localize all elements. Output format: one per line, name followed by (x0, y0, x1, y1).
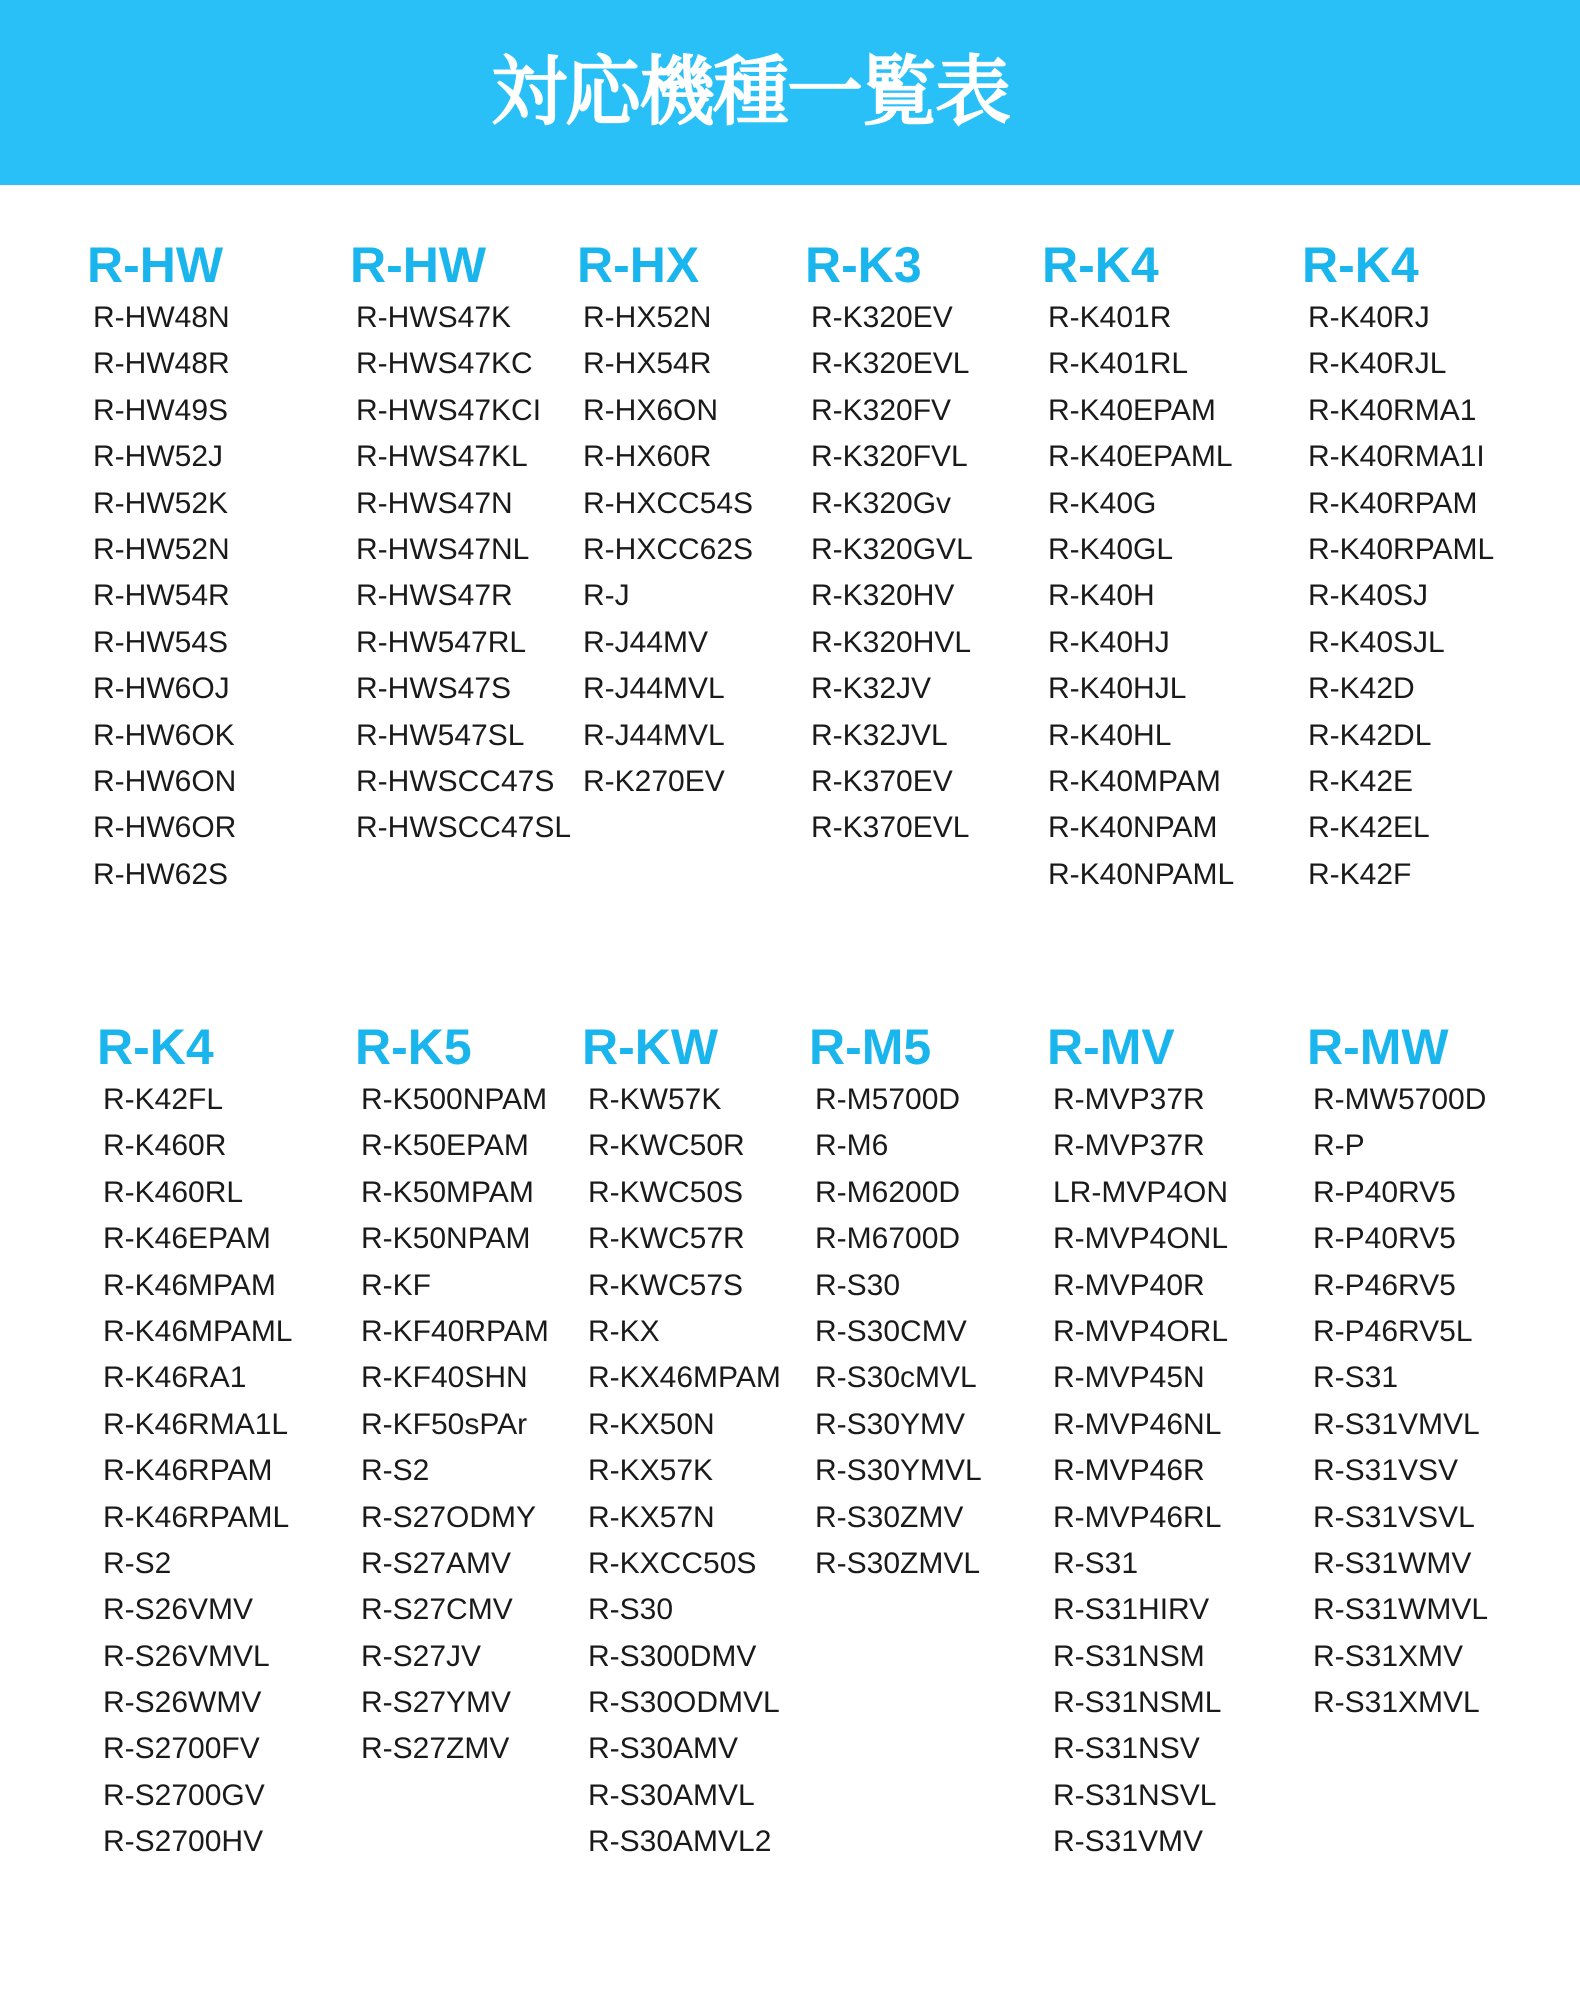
model-item: R-KXCC50S (588, 1546, 757, 1580)
model-item: R-P40RV5 (1313, 1222, 1456, 1256)
model-item: R-K401R (1048, 301, 1172, 334)
series-heading: R-KW (582, 1019, 719, 1075)
model-item: R-S300DMV (588, 1639, 757, 1673)
model-item: R-K320EVL (811, 347, 970, 381)
model-item: R-MVP46R (1053, 1454, 1205, 1488)
model-item: R-HWS47N (356, 486, 513, 520)
model-item: R-MVP40R (1053, 1268, 1205, 1302)
model-item: R-HWSCC47S (356, 764, 555, 798)
model-item: R-S30AMVL2 (588, 1825, 772, 1859)
model-item: R-M6 (815, 1129, 889, 1163)
model-item: R-M6200D (815, 1175, 961, 1209)
model-item: R-S2 (361, 1454, 430, 1488)
model-column (1307, 1017, 1488, 1726)
model-item: R-HW547SL (356, 718, 525, 752)
model-item: R-K40RJL (1308, 347, 1447, 381)
model-item: R-S31NSV (1053, 1732, 1200, 1766)
model-item: R-K46RA1 (103, 1361, 247, 1395)
model-item: R-HWS47KCI (356, 393, 542, 427)
model-item: R-K42D (1308, 672, 1415, 706)
model-item: R-M6700D (815, 1222, 961, 1256)
model-item: R-S2700GV (103, 1778, 265, 1812)
model-item: R-S30 (815, 1268, 901, 1302)
model-list-items (577, 295, 753, 805)
model-item: R-MVP46NL (1053, 1407, 1222, 1441)
model-item: R-S26VMVL (103, 1639, 270, 1673)
model-item: R-HW547RL (356, 625, 527, 659)
model-item: R-HWS47KL (356, 440, 528, 474)
model-item: R-HW52K (93, 486, 229, 520)
model-column (1042, 235, 1234, 898)
model-item: R-S30YMVL (815, 1454, 982, 1488)
model-item: R-K460RL (103, 1175, 244, 1209)
model-item: R-S30YMV (815, 1407, 966, 1441)
model-item: R-S31 (1313, 1361, 1399, 1395)
model-item: R-KX57N (588, 1500, 715, 1534)
model-item: R-MVP37R (1053, 1129, 1205, 1163)
model-item: R-K270EV (583, 764, 725, 798)
model-column (97, 1017, 293, 1866)
series-heading: R-HW (350, 237, 487, 293)
model-column (805, 235, 973, 852)
model-list-items (809, 1077, 982, 1587)
model-item: R-KF (361, 1268, 431, 1302)
model-item: R-KX46MPAM (588, 1361, 781, 1395)
model-item: R-M5700D (815, 1083, 961, 1116)
model-item: R-S30 (588, 1593, 674, 1627)
model-item: R-KF40SHN (361, 1361, 528, 1395)
model-column (1047, 1017, 1228, 1866)
model-item: R-HWS47NL (356, 532, 530, 566)
model-item: R-S31XMV (1313, 1639, 1464, 1673)
model-item: R-HW6ON (93, 764, 237, 798)
model-item: R-KWC57S (588, 1268, 744, 1302)
model-item: R-K50EPAM (361, 1129, 529, 1163)
model-item: R-K40RJ (1308, 301, 1430, 334)
series-heading: R-K4 (1302, 237, 1419, 293)
model-item: LR-MVP4ON (1053, 1175, 1229, 1209)
model-item: R-S31WMVL (1313, 1593, 1489, 1627)
series-heading: R-MV (1047, 1019, 1175, 1075)
model-item: R-KF40RPAM (361, 1314, 549, 1348)
model-item: R-K500NPAM (361, 1083, 548, 1116)
model-column (87, 235, 236, 898)
model-item: R-J44MVL (583, 672, 725, 706)
model-item: R-HW6OR (93, 811, 237, 845)
model-item: R-HX52N (583, 301, 712, 334)
model-item: R-HWS47S (356, 672, 512, 706)
model-item: R-K40HL (1048, 718, 1172, 752)
model-item: R-S2 (103, 1546, 172, 1580)
model-item: R-S30AMVL (588, 1778, 755, 1812)
model-item: R-HWS47KC (356, 347, 533, 381)
model-item: R-P40RV5 (1313, 1175, 1456, 1209)
model-item: R-S31VSV (1313, 1454, 1459, 1488)
model-item: R-S30ZMV (815, 1500, 964, 1534)
model-list-items (350, 295, 571, 852)
model-item: R-S26VMV (103, 1593, 254, 1627)
model-item: R-S31NSVL (1053, 1778, 1217, 1812)
model-item: R-K320FVL (811, 440, 968, 474)
model-item: R-HW54R (93, 579, 230, 613)
model-item: R-HW54S (93, 625, 229, 659)
model-list-items (355, 1077, 549, 1773)
model-item: R-MW5700D (1313, 1083, 1487, 1116)
model-item: R-S31NSML (1053, 1686, 1222, 1720)
model-item: R-S31NSM (1053, 1639, 1205, 1673)
model-item: R-HW62S (93, 857, 229, 891)
model-item: R-K320EV (811, 301, 953, 334)
model-item: R-HW48R (93, 347, 230, 381)
series-heading: R-MW (1307, 1019, 1449, 1075)
series-heading: R-K5 (355, 1019, 472, 1075)
model-item: R-K370EV (811, 764, 953, 798)
model-item: R-K46EPAM (103, 1222, 271, 1256)
model-item: R-K42FL (103, 1083, 224, 1116)
series-heading: R-K4 (97, 1019, 214, 1075)
model-item: R-KWC50R (588, 1129, 745, 1163)
series-heading: R-HW (87, 237, 224, 293)
model-item: R-K50MPAM (361, 1175, 534, 1209)
model-item: R-HWS47K (356, 301, 512, 334)
model-item: R-KX (588, 1314, 660, 1348)
series-heading: R-K3 (805, 237, 922, 293)
model-item: R-K40GL (1048, 532, 1174, 566)
model-item: R-HWSCC47SL (356, 811, 572, 845)
model-item: R-J44MVL (583, 718, 725, 752)
model-list-items (87, 295, 236, 898)
model-item: R-S26WMV (103, 1686, 262, 1720)
model-item: R-K401RL (1048, 347, 1189, 381)
model-item: R-S27AMV (361, 1546, 512, 1580)
model-item: R-S30AMV (588, 1732, 739, 1766)
series-heading: R-M5 (809, 1019, 932, 1075)
model-item: R-K46RPAM (103, 1454, 273, 1488)
model-item: R-K40MPAM (1048, 764, 1221, 798)
model-item: R-S31VSVL (1313, 1500, 1475, 1534)
model-item: R-HX6ON (583, 393, 719, 427)
model-item: R-K46RMA1L (103, 1407, 289, 1441)
model-list-items (97, 1077, 293, 1866)
model-item: R-K40NPAML (1048, 857, 1235, 891)
model-item: R-K320FV (811, 393, 952, 427)
model-item: R-K42E (1308, 764, 1414, 798)
model-item: R-K42EL (1308, 811, 1430, 845)
model-item: R-K40H (1048, 579, 1155, 613)
model-item: R-K40EPAM (1048, 393, 1216, 427)
model-column (355, 1017, 549, 1773)
model-item: R-S31 (1053, 1546, 1139, 1580)
model-item: R-S30CMV (815, 1314, 967, 1348)
model-item: R-K370EVL (811, 811, 970, 845)
model-item: R-J (583, 579, 630, 613)
model-item: R-HW52J (93, 440, 224, 474)
model-item: R-S31VMV (1053, 1825, 1204, 1859)
model-column (809, 1017, 982, 1587)
model-item: R-K40SJL (1308, 625, 1445, 659)
model-item: R-J44MV (583, 625, 709, 659)
model-item: R-S31XMVL (1313, 1686, 1480, 1720)
model-list-items (1302, 295, 1494, 898)
page-title: 対応機種一覧表 (491, 47, 1009, 136)
model-item: R-K42DL (1308, 718, 1432, 752)
model-item: R-K32JVL (811, 718, 948, 752)
model-item: R-MVP4ONL (1053, 1222, 1229, 1256)
model-item: R-KX57K (588, 1454, 714, 1488)
model-list-items (582, 1077, 781, 1866)
model-item: R-S27ZMV (361, 1732, 510, 1766)
model-item: R-S2700HV (103, 1825, 264, 1859)
model-item: R-HXCC54S (583, 486, 754, 520)
model-item: R-HX60R (583, 440, 712, 474)
series-heading: R-K4 (1042, 237, 1159, 293)
model-item: R-HW49S (93, 393, 229, 427)
model-item: R-MVP37R (1053, 1083, 1205, 1116)
model-item: R-K46RPAML (103, 1500, 290, 1534)
model-item: R-K40SJ (1308, 579, 1429, 613)
model-item: R-K40RPAM (1308, 486, 1478, 520)
model-column (350, 235, 571, 852)
model-list-items (1047, 1077, 1228, 1866)
model-item: R-MVP46RL (1053, 1500, 1222, 1534)
model-item: R-KX50N (588, 1407, 715, 1441)
model-item: R-KWC57R (588, 1222, 745, 1256)
model-column (577, 235, 753, 805)
model-item: R-K320HVL (811, 625, 972, 659)
model-item: R-K320Gv (811, 486, 952, 520)
model-item: R-S27ODMY (361, 1500, 537, 1534)
model-item: R-K46MPAM (103, 1268, 276, 1302)
model-item: R-S31VMVL (1313, 1407, 1480, 1441)
model-item: R-S31WMV (1313, 1546, 1472, 1580)
model-list-items (1307, 1077, 1488, 1726)
model-item: R-HX54R (583, 347, 712, 381)
model-item: R-P (1313, 1129, 1365, 1163)
model-item: R-K40G (1048, 486, 1157, 520)
model-item: R-K40NPAM (1048, 811, 1218, 845)
model-item: R-HXCC62S (583, 532, 754, 566)
model-item: R-K320GVL (811, 532, 973, 566)
model-item: R-HW52N (93, 532, 230, 566)
model-item: R-S27JV (361, 1639, 482, 1673)
model-item: R-HWS47R (356, 579, 513, 613)
model-item: R-K50NPAM (361, 1222, 531, 1256)
model-item: R-S30cMVL (815, 1361, 977, 1395)
model-item: R-K40HJL (1048, 672, 1187, 706)
model-item: R-P46RV5 (1313, 1268, 1456, 1302)
model-item: R-S31HIRV (1053, 1593, 1210, 1627)
model-item: R-HW6OK (93, 718, 235, 752)
model-item: R-KF50sPAr (361, 1407, 528, 1441)
model-list-items (1042, 295, 1234, 898)
model-item: R-K40HJ (1048, 625, 1170, 659)
model-item: R-K460R (103, 1129, 227, 1163)
model-column (582, 1017, 781, 1866)
model-column (1302, 235, 1494, 898)
model-item: R-S27YMV (361, 1686, 512, 1720)
model-item: R-K40EPAML (1048, 440, 1233, 474)
model-item: R-KW57K (588, 1083, 722, 1116)
model-item: R-HW6OJ (93, 672, 230, 706)
title-banner (0, 0, 1580, 185)
model-list-items (805, 295, 973, 852)
model-item: R-K320HV (811, 579, 955, 613)
model-item: R-K32JV (811, 672, 932, 706)
model-item: R-S27CMV (361, 1593, 513, 1627)
model-item: R-P46RV5L (1313, 1314, 1473, 1348)
model-item: R-K40RPAML (1308, 532, 1495, 566)
model-item: R-K40RMA1 (1308, 393, 1477, 427)
model-item: R-K42F (1308, 857, 1412, 891)
model-item: R-HW48N (93, 301, 230, 334)
model-item: R-S2700FV (103, 1732, 260, 1766)
model-item: R-MVP4ORL (1053, 1314, 1229, 1348)
model-item: R-S30ODMVL (588, 1686, 780, 1720)
model-item: R-MVP45N (1053, 1361, 1205, 1395)
model-item: R-K46MPAML (103, 1314, 293, 1348)
series-heading: R-HX (577, 237, 700, 293)
model-item: R-KWC50S (588, 1175, 744, 1209)
model-item: R-S30ZMVL (815, 1546, 981, 1580)
model-item: R-K40RMA1I (1308, 440, 1485, 474)
